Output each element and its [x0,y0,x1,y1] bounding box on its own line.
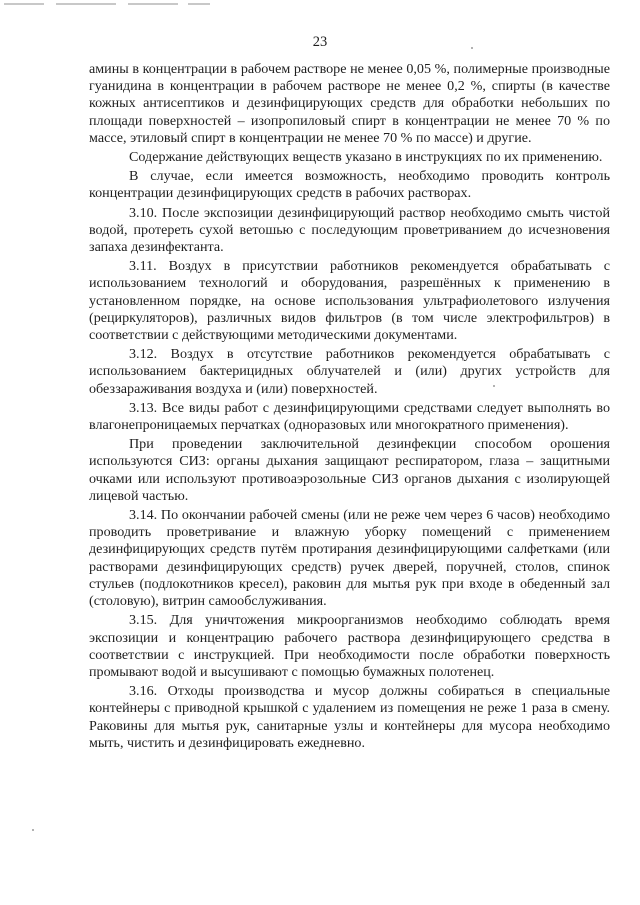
scan-speck [493,385,495,387]
paragraph-ppe-final-disinfection: При проведении заключительной дезинфекции способом орошения используются СИЗ: органы дыхания защищают респиратором, глаза – защитными очками или используют противоаэрозольные СИЗ органов дыхания с изолирующей лицевой частью. [89,436,610,504]
document-body [89,61,610,752]
page-number: 23 [312,34,328,50]
paragraph-continuation: амины в концентрации в рабочем растворе не менее 0,05 %, полимерные производные гуанидина в концентрации в рабочем растворе не менее 0,2 %, спирты (в качестве кожных антисептиков и дезинфицирующих средств для обработки небольших по площади поверхностей – изопропиловый спирт в концентрации не менее 70 % по массе, этиловый спирт в концентрации не менее 70 % по массе) и другие. [89,61,610,146]
paragraph-3-16: 3.16. Отходы производства и мусор должны собираться в специальные контейнеры с приводной крышкой с удалением из помещения не реже 1 раза в смену. Раковины для мытья рук, санитарные узлы и контейнеры для мусора необходимо мыть, чистить и дезинфицировать ежедневно. [89,683,610,751]
scan-header-marks [4,3,214,7]
paragraph-3-10: 3.10. После экспозиции дезинфицирующий раствор необходимо смыть чистой водой, протереть сухой ветошью с последующим проветриванием до исчезновения запаха дезинфектанта. [89,204,610,256]
scan-speck [32,829,34,831]
paragraph-3-14: 3.14. По окончании рабочей смены (или не реже чем через 6 часов) необходимо проводить проветривание и влажную уборку помещений с применением дезинфицирующих средств путём протирания дезинфицирующими салфетками (или растворами дезинфицирующих средств) ручек дверей, поручней, столов, спинок стульев (подлокотников кресел), раковин для мытья рук при входе в обеденный зал (столовую), витрин самообслуживания. [89,507,610,610]
paragraph-3-11: 3.11. Воздух в присутствии работников рекомендуется обрабатывать с использованием технологий и оборудования, разрешённых к применению в установленном порядке, на основе использования ультрафиолетового излучения (рециркуляторов), различных видов фильтров (в том числе электрофильтров) в соответствии с действующими методическими документами. [89,258,610,344]
paragraph-3-15: 3.15. Для уничтожения микроорганизмов необходимо соблюдать время экспозиции и концентрацию рабочего раствора дезинфицирующего средства в соответствии с инструкцией. При необходимости после обработки поверхность промывают водой и высушивают с помощью бумажных полотенец. [89,612,610,680]
scan-speck [471,47,473,49]
paragraph-active-substances: Содержание действующих веществ указано в инструкциях по их применению. [129,149,603,166]
paragraph-3-13: 3.13. Все виды работ с дезинфицирующими средствами следует выполнять во влагонепроницаемых перчатках (одноразовых или многократного применения). [89,399,610,434]
paragraph-concentration-control: В случае, если имеется возможность, необходимо проводить контроль концентрации дезинфицирующих средств в рабочих растворах. [89,168,610,202]
paragraph-3-12: 3.12. Воздух в отсутствие работников рекомендуется обрабатывать с использованием бактерицидных облучателей и (или) других устройств для обеззараживания воздуха и (или) поверхностей. [89,346,610,397]
